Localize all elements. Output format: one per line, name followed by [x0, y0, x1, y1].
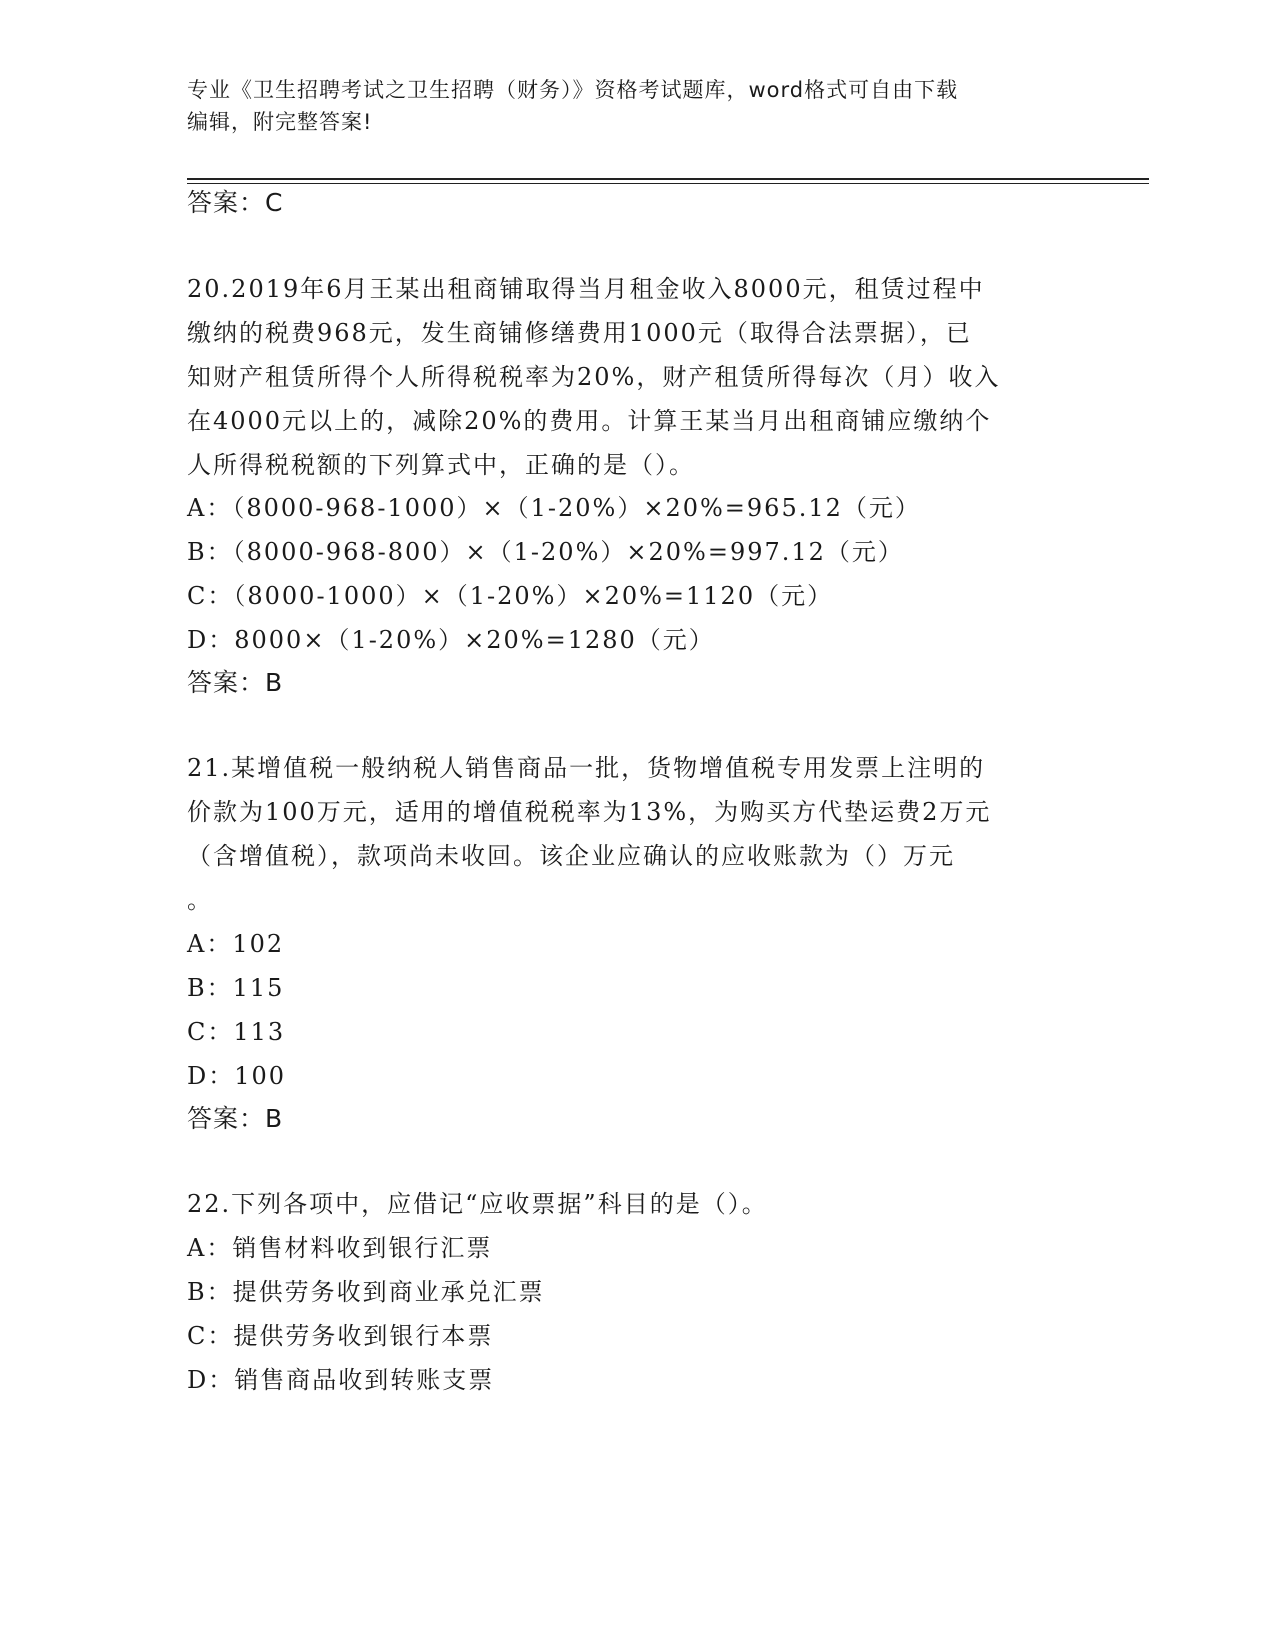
q21-stem-line-2: 价款为100万元，适用的增值税税率为13%，为购买方代垫运费2万元 — [187, 798, 992, 826]
q20-answer: 答案：B — [187, 668, 284, 697]
q20-option-c: C：（8000-1000）×（1-20%）×20%=1120（元） — [187, 582, 834, 610]
q20-stem-line-3: 知财产租赁所得个人所得税税率为20%，财产租赁所得每次（月）收入 — [187, 363, 1001, 391]
q21-stem-line-4: 。 — [187, 886, 213, 914]
q20-option-a: A：（8000-968-1000）×（1-20%）×20%=965.12（元） — [187, 494, 921, 522]
header-rule-thick — [187, 178, 1149, 180]
q20-stem-line-2: 缴纳的税费968元，发生商铺修缮费用1000元（取得合法票据），已 — [187, 319, 972, 347]
header-rule-thin — [187, 183, 1149, 184]
q22-option-c: C：提供劳务收到银行本票 — [187, 1322, 494, 1350]
header-line-2: 编辑，附完整答案! — [187, 110, 373, 134]
header-line-1: 专业《卫生招聘考试之卫生招聘（财务）》资格考试题库，word格式可自由下载 — [187, 78, 959, 102]
q21-option-a: A：102 — [187, 930, 285, 958]
q20-stem-line-1: 20.2019年6月王某出租商铺取得当月租金收入8000元，租赁过程中 — [187, 275, 985, 303]
q20-option-b: B：（8000-968-800）×（1-20%）×20%=997.12（元） — [187, 538, 904, 566]
q21-answer: 答案：B — [187, 1104, 284, 1133]
q21-option-d: D：100 — [187, 1062, 287, 1090]
previous-answer: 答案：C — [187, 188, 284, 217]
q22-option-b: B：提供劳务收到商业承兑汇票 — [187, 1278, 545, 1306]
document-header — [187, 74, 1087, 138]
q22-option-d: D：销售商品收到转账支票 — [187, 1366, 495, 1394]
q22-option-a: A：销售材料收到银行汇票 — [187, 1234, 493, 1262]
q20-stem-line-4: 在4000元以上的，减除20%的费用。计算王某当月出租商铺应缴纳个 — [187, 407, 992, 435]
q21-stem-line-3: （含增值税），款项尚未收回。该企业应确认的应收账款为（）万元 — [187, 842, 955, 870]
q21-stem-line-1: 21.某增值税一般纳税人销售商品一批，货物增值税专用发票上注明的 — [187, 754, 986, 782]
q22-stem-line-1: 22.下列各项中，应借记“应收票据”科目的是（）。 — [187, 1190, 768, 1218]
q21-option-b: B：115 — [187, 974, 285, 1002]
q20-stem-line-5: 人所得税税额的下列算式中，正确的是（）。 — [187, 451, 695, 479]
q21-option-c: C：113 — [187, 1018, 286, 1046]
q20-option-d: D：8000×（1-20%）×20%=1280（元） — [187, 626, 715, 654]
